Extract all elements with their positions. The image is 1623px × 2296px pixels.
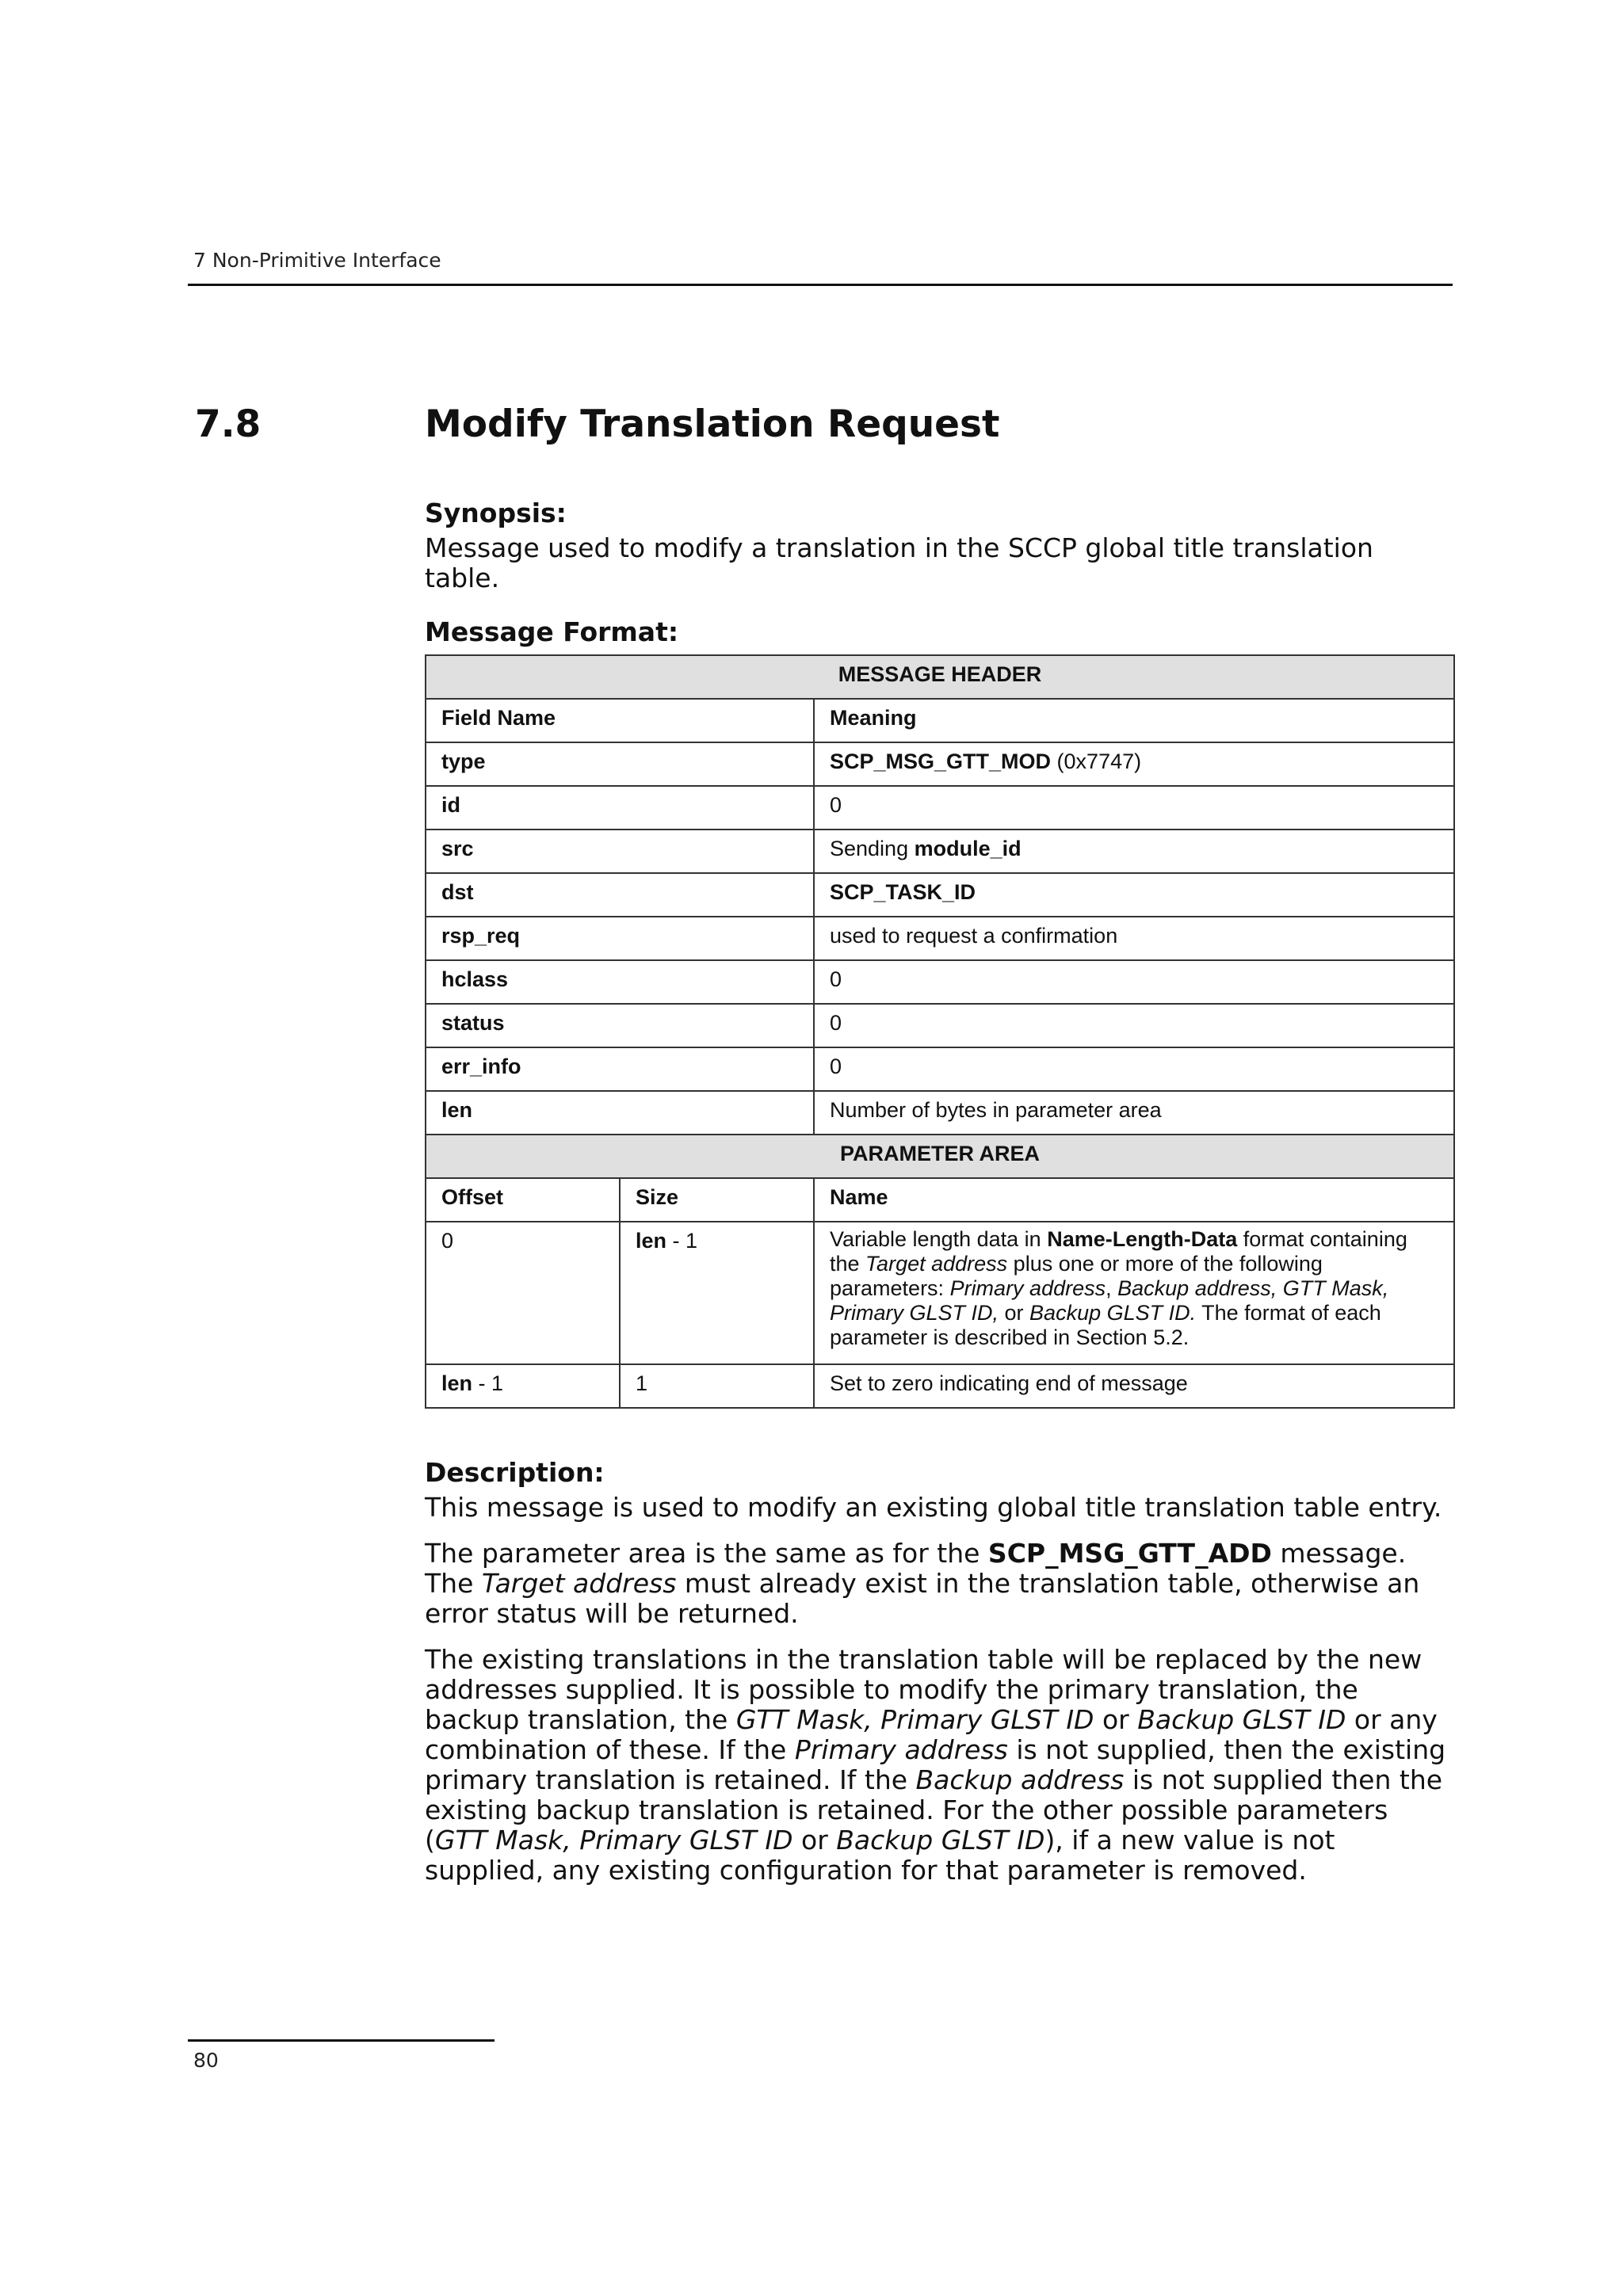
- field-meaning: 0: [814, 1004, 1454, 1047]
- field-name: err_info: [426, 1047, 814, 1091]
- description-paragraph: This message is used to modify an existing global title translation table entry.: [425, 1492, 1442, 1523]
- field-meaning: 0: [814, 786, 1454, 830]
- section-number: 7.8: [195, 402, 262, 446]
- table-row: [426, 1047, 1454, 1091]
- field-meaning: SCP_TASK_ID: [814, 873, 1454, 917]
- field-meaning: 0: [814, 960, 1454, 1004]
- param-offset: 0: [426, 1222, 620, 1364]
- description-paragraph: The parameter area is the same as for the SCP_MSG_GTT_ADD message. The Target address must already exist in the translation table, otherwise an error status will be returned.: [425, 1538, 1420, 1629]
- table-row: [426, 1222, 1454, 1364]
- message-header-band: MESSAGE HEADER: [426, 655, 1454, 699]
- table-row: [426, 1091, 1454, 1135]
- field-meaning: used to request a confirmation: [814, 917, 1454, 960]
- running-header: 7 Non-Primitive Interface: [193, 249, 441, 272]
- description-paragraph: The existing translations in the translation table will be replaced by the new addresses supplied. It is possible to modify the primary translation, the backup translation, the GTT Mask, Primary GLST ID or Backup GLST ID or any combination of these. If the Primary address is not supplied, then the existing primary translation is retained. If the Backup address is not supplied then the existing backup translation is retained. For the other possible parameters (GTT Mask, Primary GLST ID or Backup GLST ID), if a new value is not supplied, any existing configuration for that parameter is removed.: [425, 1644, 1446, 1886]
- col-header-name: Name: [814, 1178, 1454, 1222]
- col-header-offset: Offset: [426, 1178, 620, 1222]
- synopsis-text: Message used to modify a translation in the SCCP global title translation table.: [425, 532, 1373, 593]
- field-name: id: [426, 786, 814, 830]
- table-row: [426, 917, 1454, 960]
- message-format-table: [425, 654, 1455, 1409]
- field-name: type: [426, 742, 814, 786]
- field-name: dst: [426, 873, 814, 917]
- field-meaning: 0: [814, 1047, 1454, 1091]
- col-header-size: Size: [620, 1178, 814, 1222]
- field-name: rsp_req: [426, 917, 814, 960]
- table-row: [426, 786, 1454, 830]
- table-row: [426, 830, 1454, 873]
- field-meaning: Sending module_id: [814, 830, 1454, 873]
- param-name: Variable length data in Name-Length-Data format containing the Target address plus one or more of the following parameters: Primary address, Backup address, GTT Mask, Primary GLST ID, or Backup GLST ID. The format of each parameter is described in Section 5.2.: [814, 1222, 1454, 1364]
- field-name: src: [426, 830, 814, 873]
- col-header-field-name: Field Name: [426, 699, 814, 742]
- parameter-area-band: PARAMETER AREA: [426, 1135, 1454, 1178]
- table-row: [426, 1364, 1454, 1408]
- table-row: [426, 742, 1454, 786]
- table-row: [426, 873, 1454, 917]
- synopsis-heading: Synopsis:: [425, 498, 567, 528]
- field-name: hclass: [426, 960, 814, 1004]
- field-meaning: SCP_MSG_GTT_MOD (0x7747): [814, 742, 1454, 786]
- table-row: [426, 960, 1454, 1004]
- description-block: [425, 1457, 1455, 1886]
- message-format-heading: Message Format:: [425, 616, 679, 647]
- table-row: [426, 1004, 1454, 1047]
- field-meaning: Number of bytes in parameter area: [814, 1091, 1454, 1135]
- description-heading: Description:: [425, 1457, 605, 1488]
- param-size: 1: [620, 1364, 814, 1408]
- col-header-meaning: Meaning: [814, 699, 1454, 742]
- synopsis-block: [425, 498, 1455, 593]
- section-title: Modify Translation Request: [425, 402, 1000, 446]
- footer-rule: [188, 2039, 495, 2042]
- param-name: Set to zero indicating end of message: [814, 1364, 1454, 1408]
- header-rule: [188, 284, 1453, 286]
- param-size: len - 1: [620, 1222, 814, 1364]
- field-name: status: [426, 1004, 814, 1047]
- field-name: len: [426, 1091, 814, 1135]
- param-offset: len - 1: [426, 1364, 620, 1408]
- page-number: 80: [193, 2049, 219, 2072]
